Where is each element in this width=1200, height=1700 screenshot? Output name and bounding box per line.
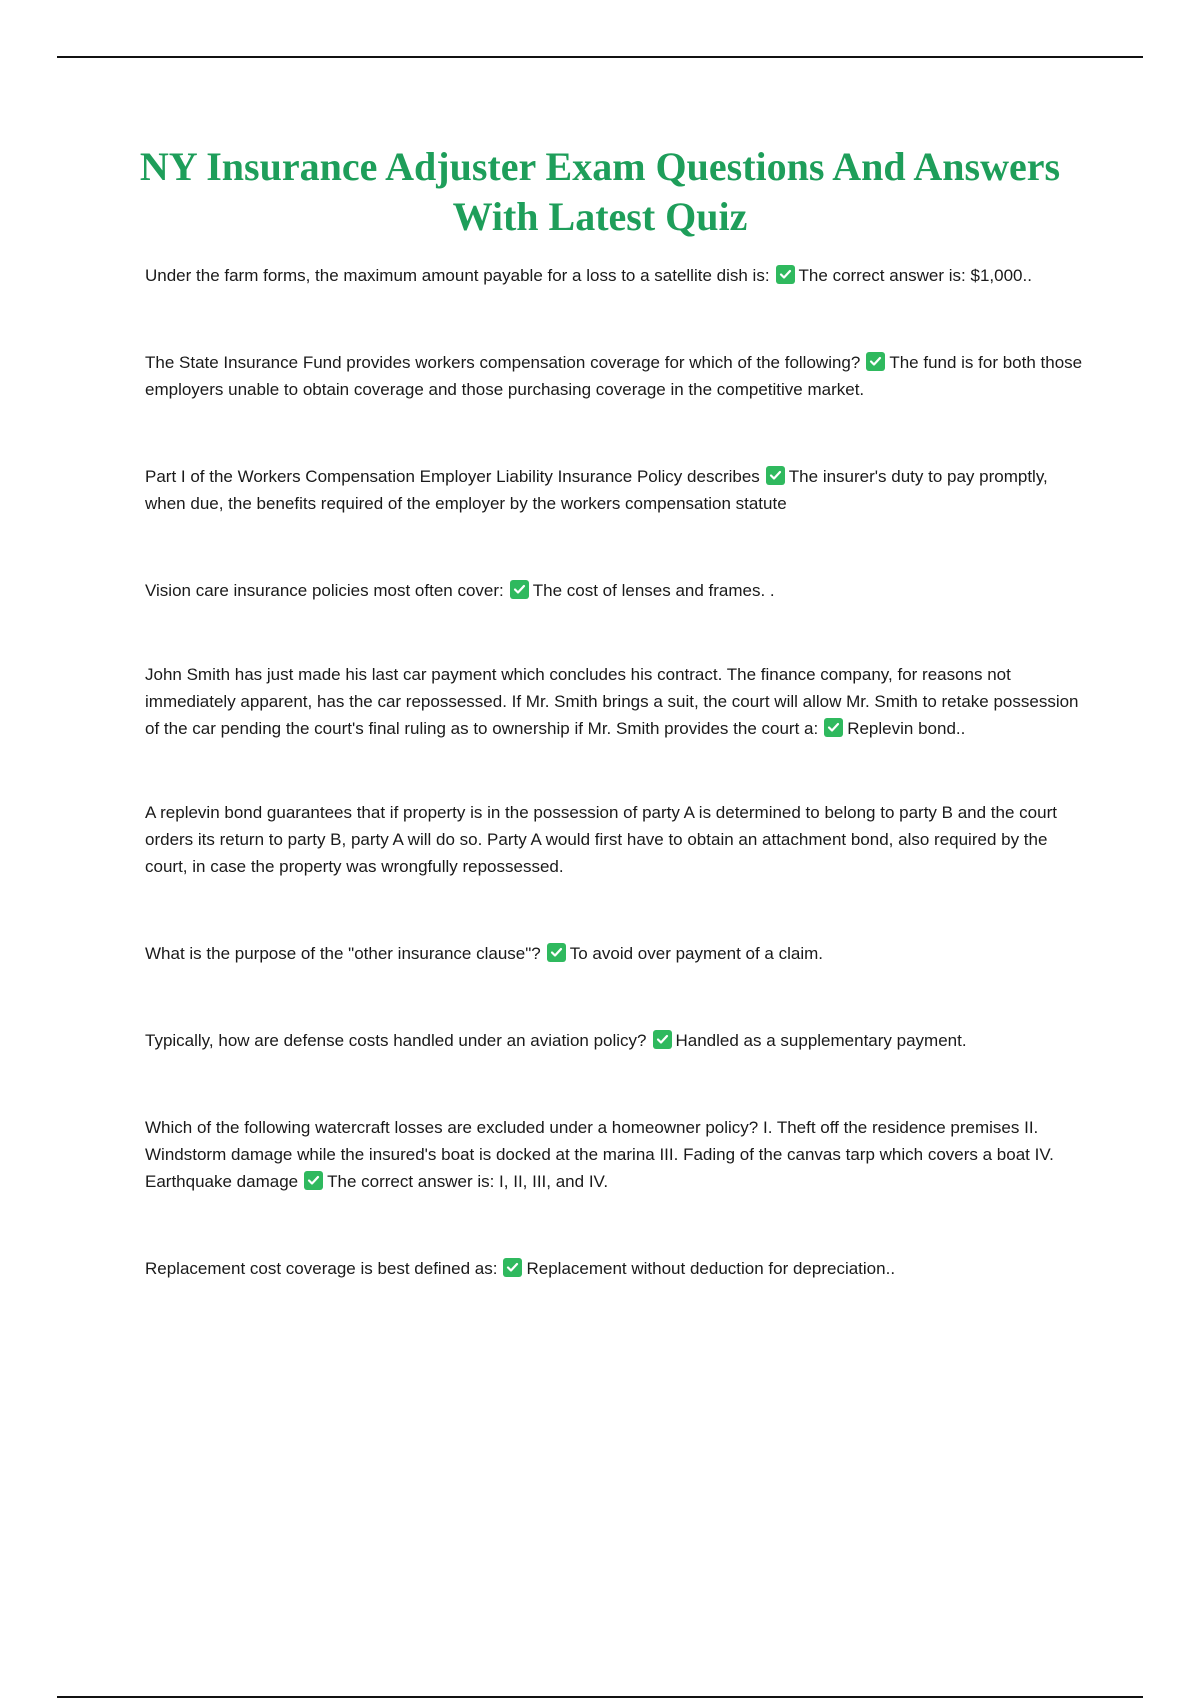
question-text: Under the farm forms, the maximum amount payable for a loss to a satellite dish is: <box>145 266 770 285</box>
checkmark-icon <box>866 352 885 371</box>
bottom-rule <box>57 1696 1143 1698</box>
qa-item-10 <box>145 1255 1090 1282</box>
checkmark-icon <box>304 1171 323 1190</box>
checkmark-icon <box>503 1258 522 1277</box>
question-text: Part I of the Workers Compensation Employer Liability Insurance Policy describes <box>145 467 760 486</box>
qa-item-1 <box>145 262 1090 289</box>
answer-text: The correct answer is: $1,000.. <box>798 266 1032 285</box>
question-text: Typically, how are defense costs handled under an aviation policy? <box>145 1031 647 1050</box>
checkmark-icon <box>653 1030 672 1049</box>
checkmark-icon <box>776 265 795 284</box>
checkmark-icon <box>766 466 785 485</box>
question-text: What is the purpose of the "other insurance clause"? <box>145 944 541 963</box>
question-text: John Smith has just made his last car payment which concludes his contract. The finance company, for reasons not immediately apparent, has the car repossessed. If Mr. Smith brings a suit, the court will allow Mr. Smith to retake possession of the car pending the court's final ruling as to ownership if Mr. Smith provides the court a: <box>145 665 1079 738</box>
answer-text: To avoid over payment of a claim. <box>569 944 823 963</box>
answer-text: Replevin bond.. <box>847 719 966 738</box>
qa-item-4 <box>145 577 1090 604</box>
checkmark-icon <box>510 580 529 599</box>
answer-text: The insurer's duty to pay promptly, when due, the benefits required of the employer by the workers compensation statute <box>145 467 1048 513</box>
top-rule <box>57 56 1143 58</box>
qa-item-8 <box>145 1027 1090 1054</box>
question-text: A replevin bond guarantees that if property is in the possession of party A is determined to belong to party B and the court orders its return to party B, party A will do so. Party A would first have to obtain an attachment bond, also required by the court, in case the property was wrongfully repossessed. <box>145 803 1057 876</box>
question-text: The State Insurance Fund provides workers compensation coverage for which of the following? <box>145 353 861 372</box>
qa-item-6 <box>145 799 1090 880</box>
answer-text: Handled as a supplementary payment. <box>675 1031 967 1050</box>
answer-text: The fund is for both those employers unable to obtain coverage and those purchasing coverage in the competitive market. <box>145 353 1083 399</box>
qa-item-7 <box>145 940 1090 967</box>
answer-text: Replacement without deduction for depreciation.. <box>526 1259 896 1278</box>
checkmark-icon <box>547 943 566 962</box>
answer-text: The correct answer is: I, II, III, and IV. <box>327 1172 609 1191</box>
question-text: Which of the following watercraft losses are excluded under a homeowner policy? I. Theft off the residence premises II. Windstorm damage while the insured's boat is docked at the marina III. Fading of the canvas tarp which covers a boat IV. Earthquake damage <box>145 1118 1054 1191</box>
qa-list <box>145 262 1090 1282</box>
qa-item-9 <box>145 1114 1090 1195</box>
answer-text: The cost of lenses and frames. . <box>532 581 775 600</box>
page-title: NY Insurance Adjuster Exam Questions And Answers With Latest Quiz <box>139 144 1061 239</box>
question-text: Vision care insurance policies most often cover: <box>145 581 504 600</box>
question-text: Replacement cost coverage is best defined as: <box>145 1259 498 1278</box>
checkmark-icon <box>824 718 843 737</box>
qa-item-5 <box>145 661 1090 742</box>
qa-item-3 <box>145 463 1090 517</box>
qa-item-2 <box>145 349 1090 403</box>
